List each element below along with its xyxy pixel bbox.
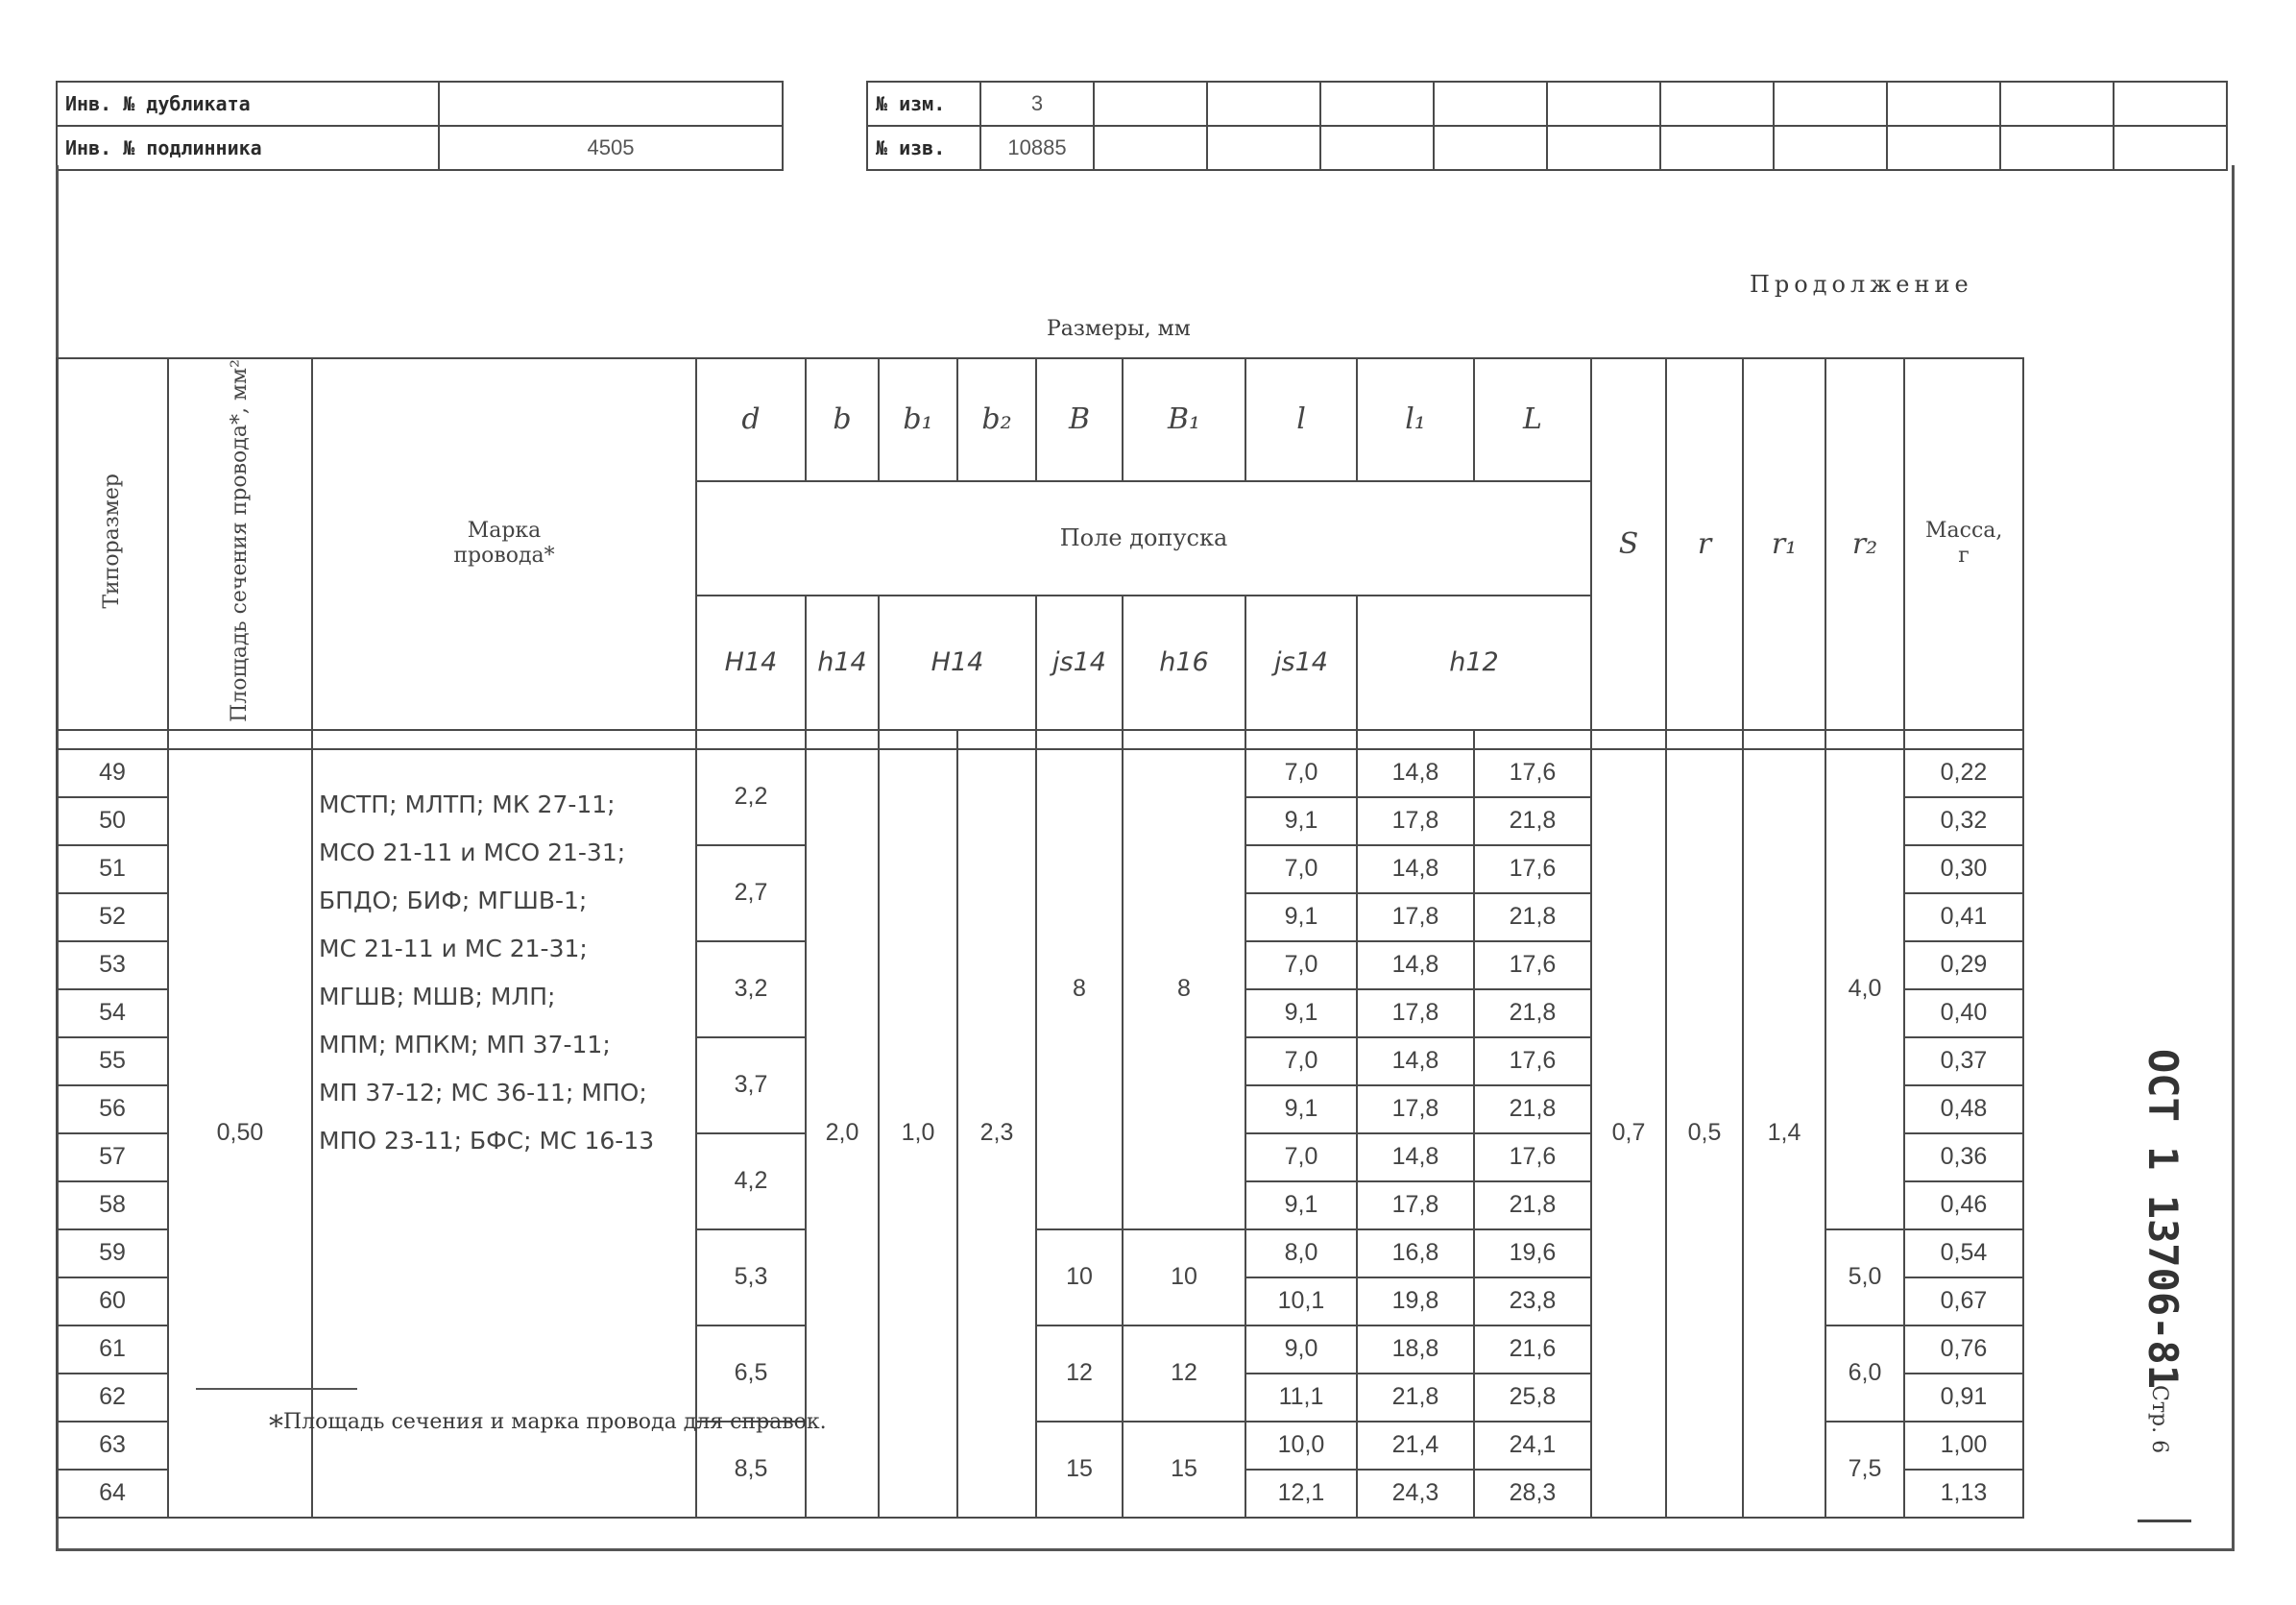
mass-header: Масса, г [1904, 358, 2023, 730]
change-no-value: 3 [980, 82, 1094, 126]
l-value: 7,0 [1245, 749, 1357, 797]
sym-r: r [1666, 358, 1743, 730]
l-value: 7,0 [1245, 1037, 1357, 1085]
d-value: 2,7 [696, 845, 806, 941]
mass-value: 0,91 [1904, 1374, 2023, 1422]
l1-value: 21,8 [1357, 1374, 1474, 1422]
L-value: 24,1 [1474, 1422, 1591, 1470]
L-value: 17,6 [1474, 941, 1591, 989]
d-value: 6,5 [696, 1325, 806, 1422]
l-value: 9,1 [1245, 1181, 1357, 1229]
mass-value: 0,36 [1904, 1133, 2023, 1181]
sym-B1: B₁ [1123, 358, 1245, 481]
tiporazmer-cell: 52 [57, 893, 168, 941]
l-value: 8,0 [1245, 1229, 1357, 1277]
tol-B: js14 [1036, 596, 1123, 730]
brand-line: МСТП; МЛТП; МК 27-11; [319, 790, 616, 818]
l-value: 9,1 [1245, 893, 1357, 941]
mass-value: 0,37 [1904, 1037, 2023, 1085]
mass-value: 0,67 [1904, 1277, 2023, 1325]
r-value: 0,5 [1666, 749, 1743, 1518]
l-value: 7,0 [1245, 941, 1357, 989]
r2-value: 6,0 [1825, 1325, 1904, 1422]
l-value: 7,0 [1245, 1133, 1357, 1181]
r2-value: 4,0 [1825, 749, 1904, 1229]
l1-value: 16,8 [1357, 1229, 1474, 1277]
sym-b: b [806, 358, 879, 481]
brand-line: МС 21-11 и МС 21-31; [319, 934, 588, 962]
l1-value: 24,3 [1357, 1470, 1474, 1518]
brand-list [312, 749, 696, 1518]
l-value: 9,0 [1245, 1325, 1357, 1374]
tiporazmer-header: Типоразмер [57, 358, 168, 730]
footnote-text: Площадь сечения и марка провода для справок. [283, 1410, 827, 1434]
tol-b: h14 [806, 596, 879, 730]
tol-l: js14 [1245, 596, 1357, 730]
tiporazmer-cell: 53 [57, 941, 168, 989]
brand-line: МГШВ; МШВ; МЛП; [319, 982, 556, 1010]
l1-value: 17,8 [1357, 797, 1474, 845]
b-value: 2,0 [806, 749, 879, 1518]
mass-value: 0,54 [1904, 1229, 2023, 1277]
r1-value: 1,4 [1743, 749, 1825, 1518]
l-value: 10,1 [1245, 1277, 1357, 1325]
l1-value: 17,8 [1357, 893, 1474, 941]
mass-value: 0,32 [1904, 797, 2023, 845]
tiporazmer-cell: 51 [57, 845, 168, 893]
tiporazmer-cell: 64 [57, 1470, 168, 1518]
r2-value: 7,5 [1825, 1422, 1904, 1518]
l-value: 9,1 [1245, 797, 1357, 845]
d-value: 5,3 [696, 1229, 806, 1325]
L-value: 21,8 [1474, 797, 1591, 845]
tol-b1-b2: H14 [879, 596, 1036, 730]
tiporazmer-cell: 62 [57, 1374, 168, 1422]
dup-inv-label: Инв. № дубликата [57, 82, 439, 126]
l1-value: 14,8 [1357, 941, 1474, 989]
footnote-mark: * [269, 1410, 283, 1444]
L-value: 17,6 [1474, 845, 1591, 893]
brand-line: МП 37-12; МС 36-11; МПО; [319, 1078, 647, 1106]
sym-b1: b₁ [879, 358, 957, 481]
L-value: 17,6 [1474, 1133, 1591, 1181]
L-value: 17,6 [1474, 1037, 1591, 1085]
dup-inv-value [439, 82, 783, 126]
notice-no-value: 10885 [980, 126, 1094, 170]
doc-code: ОСТ 1 13706-81 [2139, 1049, 2187, 1390]
footnote [269, 1410, 827, 1444]
tiporazmer-cell: 57 [57, 1133, 168, 1181]
sym-l: l [1245, 358, 1357, 481]
sym-r1: r₁ [1743, 358, 1825, 730]
table-row [57, 749, 2023, 797]
sym-b2: b₂ [957, 358, 1036, 481]
sym-S: S [1591, 358, 1666, 730]
tol-l1-L: h12 [1357, 596, 1591, 730]
footnote-rule [196, 1388, 357, 1390]
L-value: 21,8 [1474, 1181, 1591, 1229]
B-value: 10 [1036, 1229, 1123, 1325]
notice-no-label: № изв. [867, 126, 980, 170]
tol-d: H14 [696, 596, 806, 730]
mass-value: 0,41 [1904, 893, 2023, 941]
L-value: 17,6 [1474, 749, 1591, 797]
l1-value: 19,8 [1357, 1277, 1474, 1325]
continuation-label: Продолжение [1750, 271, 1973, 298]
d-value: 3,7 [696, 1037, 806, 1133]
l-value: 9,1 [1245, 1085, 1357, 1133]
L-value: 19,6 [1474, 1229, 1591, 1277]
l1-value: 17,8 [1357, 1181, 1474, 1229]
B-value: 8 [1036, 749, 1123, 1229]
mass-value: 1,00 [1904, 1422, 2023, 1470]
r2-value: 5,0 [1825, 1229, 1904, 1325]
l1-value: 21,4 [1357, 1422, 1474, 1470]
area-header: Площадь сечения провода*, мм² [168, 358, 312, 730]
d-value: 4,2 [696, 1133, 806, 1229]
page-number: Стр. 6 [2147, 1385, 2171, 1454]
tiporazmer-cell: 49 [57, 749, 168, 797]
mass-value: 0,48 [1904, 1085, 2023, 1133]
sym-L: L [1474, 358, 1591, 481]
mass-value: 1,13 [1904, 1470, 2023, 1518]
mass-value: 0,76 [1904, 1325, 2023, 1374]
mass-value: 0,29 [1904, 941, 2023, 989]
l1-value: 18,8 [1357, 1325, 1474, 1374]
brand-header: Марка провода* [312, 358, 696, 730]
tiporazmer-cell: 60 [57, 1277, 168, 1325]
stamp-left [56, 81, 784, 171]
sym-B: B [1036, 358, 1123, 481]
d-value: 3,2 [696, 941, 806, 1037]
l1-value: 14,8 [1357, 1133, 1474, 1181]
brand-line: МСО 21-11 и МСО 21-31; [319, 838, 626, 866]
L-value: 21,6 [1474, 1325, 1591, 1374]
dimensions-title: Размеры, мм [1047, 317, 1191, 341]
tol-B1: h16 [1123, 596, 1245, 730]
l-value: 10,0 [1245, 1422, 1357, 1470]
area-value: 0,50 [168, 749, 312, 1518]
L-value: 28,3 [1474, 1470, 1591, 1518]
B-value: 12 [1036, 1325, 1123, 1422]
tolerance-header: Поле допуска [696, 481, 1591, 596]
orig-inv-label: Инв. № подлинника [57, 126, 439, 170]
b1-value: 1,0 [879, 749, 957, 1518]
d-value: 8,5 [696, 1422, 806, 1518]
mass-value: 0,46 [1904, 1181, 2023, 1229]
tiporazmer-cell: 59 [57, 1229, 168, 1277]
b2-value: 2,3 [957, 749, 1036, 1518]
sym-r2: r₂ [1825, 358, 1904, 730]
sym-d: d [696, 358, 806, 481]
l1-value: 14,8 [1357, 845, 1474, 893]
B1-value: 10 [1123, 1229, 1245, 1325]
B1-value: 15 [1123, 1422, 1245, 1518]
mass-value: 0,40 [1904, 989, 2023, 1037]
l1-value: 14,8 [1357, 1037, 1474, 1085]
l-value: 9,1 [1245, 989, 1357, 1037]
sym-l1: l₁ [1357, 358, 1474, 481]
dimensions-table [56, 357, 2024, 1519]
tiporazmer-cell: 63 [57, 1422, 168, 1470]
L-value: 25,8 [1474, 1374, 1591, 1422]
tiporazmer-cell: 54 [57, 989, 168, 1037]
L-value: 21,8 [1474, 893, 1591, 941]
mass-value: 0,22 [1904, 749, 2023, 797]
brand-line: МПМ; МПКМ; МП 37-11; [319, 1030, 611, 1058]
tiporazmer-cell: 50 [57, 797, 168, 845]
B1-value: 12 [1123, 1325, 1245, 1422]
mass-value: 0,30 [1904, 845, 2023, 893]
doc-code-block [2139, 1049, 2193, 1527]
tiporazmer-cell: 61 [57, 1325, 168, 1374]
stamp-right [866, 81, 2228, 171]
S-value: 0,7 [1591, 749, 1666, 1518]
L-value: 21,8 [1474, 1085, 1591, 1133]
tiporazmer-cell: 58 [57, 1181, 168, 1229]
B-value: 15 [1036, 1422, 1123, 1518]
tiporazmer-cell: 56 [57, 1085, 168, 1133]
B1-value: 8 [1123, 749, 1245, 1229]
l-value: 12,1 [1245, 1470, 1357, 1518]
l1-value: 17,8 [1357, 989, 1474, 1037]
l1-value: 17,8 [1357, 1085, 1474, 1133]
tiporazmer-cell: 55 [57, 1037, 168, 1085]
brand-line: МПО 23-11; БФС; МС 16-13 [319, 1126, 655, 1155]
change-no-label: № изм. [867, 82, 980, 126]
L-value: 23,8 [1474, 1277, 1591, 1325]
l-value: 11,1 [1245, 1374, 1357, 1422]
d-value: 2,2 [696, 749, 806, 845]
l-value: 7,0 [1245, 845, 1357, 893]
orig-inv-value: 4505 [439, 126, 783, 170]
L-value: 21,8 [1474, 989, 1591, 1037]
brand-line: БПДО; БИФ; МГШВ-1; [319, 886, 588, 914]
l1-value: 14,8 [1357, 749, 1474, 797]
